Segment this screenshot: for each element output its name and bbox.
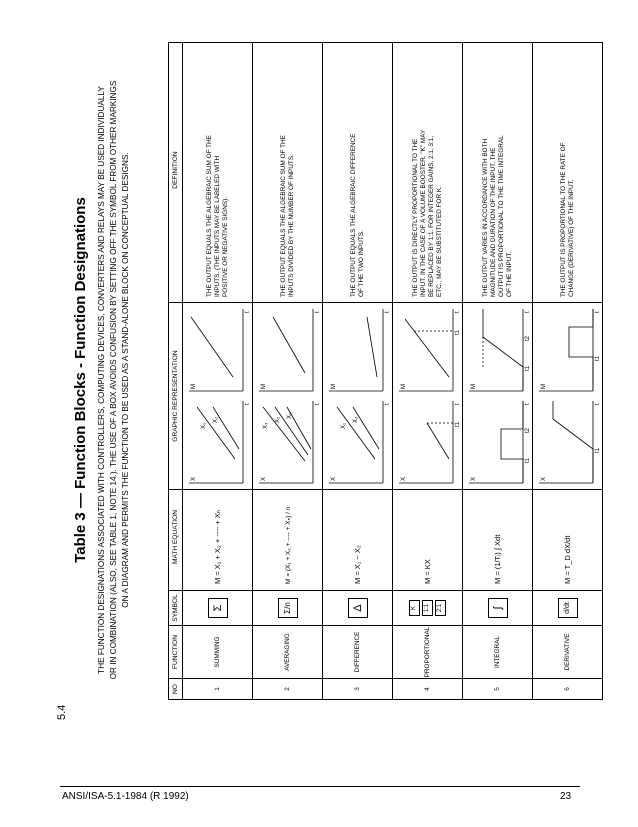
math-equation: M = KX: [423, 559, 432, 584]
derivative-symbol: d/dt: [558, 598, 578, 618]
graph-x2-label: X₂: [275, 416, 281, 423]
graph-t1-label: t1: [455, 329, 461, 335]
graph-derivative: [533, 303, 603, 490]
graph-x-label: X: [401, 476, 407, 481]
integral-symbol: ∫: [488, 598, 508, 618]
row-number: 1: [183, 679, 253, 700]
definition-text: THE OUTPUT EQUALS THE ALGEBRAIC DIFFERENCE OF THE TWO INPUTS.: [349, 133, 365, 297]
table-row: [253, 43, 323, 700]
graph-t1-label: t1: [595, 355, 601, 361]
graph-x2-label: X₂: [353, 416, 359, 423]
graph-m-label: M: [331, 384, 337, 389]
definition-text: THE OUTPUT VARIES IN ACCORDANCE WITH BOTH MAGNITUDE AND DURATION OF THE INPUT. THE OUTPUT IS PROPORTIONAL TO THE TIME INTEGRAL OF THE INPUT.: [481, 135, 513, 297]
function-name: PROPORTIONAL: [393, 626, 463, 679]
col-header-no: NO: [169, 679, 183, 700]
graph-m-label: M: [261, 384, 267, 389]
averaging-symbol: Σ/n: [278, 598, 298, 618]
graph-t-label: t: [245, 403, 251, 405]
graph-m-label: M: [401, 384, 407, 389]
graph-t-label: t: [455, 311, 461, 313]
row-number: 5: [463, 679, 533, 700]
graph-m-label: M: [471, 384, 477, 389]
function-name: DIFFERENCE: [323, 626, 393, 679]
proportional-symbol-2-1: 2:1: [435, 600, 446, 616]
graph-t2-label: t2: [525, 335, 531, 341]
col-header-graphic: GRAPHIC REPRESENTATION: [169, 303, 183, 490]
definition-text: THE OUTPUT EQUALS THE ALGEBRAIC SUM OF THE INPUTS DIVIDED BY THE NUMBER OF INPUTS.: [279, 135, 295, 297]
graph-m-label: M: [191, 384, 197, 389]
table-row: [463, 43, 533, 700]
table-row: [323, 43, 393, 700]
intro-paragraph: THE FUNCTION DESIGNATIONS ASSOCIATED WITH CONTROLLERS, COMPUTING DEVICES, CONVERTERS AND RELAYS MAY BE USED INDIVIDUALLY OR IN COMBINATION (ALSO, SEE TABLE 1, NOTE 14.). THE USE OF A BOX AVOIDS CONFUSION BY SETTING OFF THE SYMBOL FROM OTHER MARKINGS ON A DIAGRAM AND PERMITS THE FUNCTION TO BE USED AS A STAND-ALONE BLOCK ON CONCEPTUAL DESIGNS.: [97, 80, 130, 680]
function-name: DERIVATIVE: [533, 626, 603, 679]
graph-t2-label: t2: [525, 427, 531, 433]
graph-t-label: t: [525, 403, 531, 405]
graph-averaging: [253, 303, 323, 490]
table-row: [533, 43, 603, 700]
proportional-symbol-1-1: 1:1: [422, 600, 433, 616]
graph-m-label: M: [541, 384, 547, 389]
summing-symbol: Σ: [208, 598, 228, 618]
graph-t1-label: t1: [525, 457, 531, 463]
graph-x1-label: X₁: [341, 422, 347, 429]
graph-t1-label: t1: [525, 365, 531, 371]
col-header-math: MATH EQUATION: [169, 490, 183, 591]
row-number: 6: [533, 679, 603, 700]
graph-x1-label: X₁: [201, 422, 207, 429]
graph-x2-label: X₂: [213, 416, 219, 423]
math-equation: M = (1/Tᵢ) ∫ Xdt: [493, 534, 502, 584]
math-equation: M = X₁ − X₂: [353, 545, 362, 584]
function-name: AVERAGING: [253, 626, 323, 679]
graph-x-label: X: [471, 476, 477, 481]
col-header-definition: DEFINITION: [169, 43, 183, 303]
table-row: [183, 43, 253, 700]
proportional-symbol-k: K: [409, 600, 420, 616]
graph-t-label: t: [315, 403, 321, 405]
definition-text: THE OUTPUT IS DIRECTLY PROPORTIONAL TO THE INPUT. IN THE CASE OF A VOLUME BOOSTER, "K" MAY BE REPLACED BY 1:1. FOR INTEGER GAINS, 2:1, 3:1, ETC., MAY BE SUBSTITUTED FOR K.: [411, 129, 443, 297]
graph-x1-label: X₁: [287, 412, 293, 419]
function-name: INTEGRAL: [463, 626, 533, 679]
graph-t-label: t: [595, 311, 601, 313]
graph-t-label: t: [455, 403, 461, 405]
math-equation: M = T_D dX/dt: [563, 535, 572, 584]
col-header-function: FUNCTION: [169, 626, 183, 679]
graph-t-label: t: [315, 311, 321, 313]
rotated-table-page: [72, 60, 601, 700]
row-number: 2: [253, 679, 323, 700]
row-number: 3: [323, 679, 393, 700]
graph-summing: [183, 303, 253, 490]
graph-integral: [463, 303, 533, 490]
graph-t-label: t: [385, 311, 391, 313]
graph-t1-label: t1: [455, 421, 461, 427]
footer-page-number: 23: [560, 791, 572, 802]
graph-t1-label: t1: [595, 447, 601, 453]
col-header-symbol: SYMBOL: [169, 591, 183, 626]
footer-document-id: ANSI/ISA-5.1-1984 (R 1992): [62, 791, 189, 802]
definition-text: THE OUTPUT IS PROPORTIONAL TO THE RATE OF CHANGE (DERIVATIVE) OF THE INPUT.: [559, 142, 575, 297]
function-table: [168, 60, 601, 700]
graph-t-label: t: [595, 403, 601, 405]
footer-divider: [60, 786, 580, 787]
graph-t-label: t: [385, 403, 391, 405]
math-equation: M = (X₁ + X₂ + ---- + Xₙ) / n: [284, 506, 292, 584]
graph-x-label: X: [191, 476, 197, 481]
graph-x-label: X: [261, 476, 267, 481]
row-number: 4: [393, 679, 463, 700]
math-equation: M = X₁ + X₂ + ---- + Xₙ: [213, 510, 222, 584]
graph-difference: [323, 303, 393, 490]
table-row: [393, 43, 463, 700]
section-number: 5.4: [56, 704, 68, 720]
graph-t-label: t: [245, 311, 251, 313]
graph-x-label: X: [331, 476, 337, 481]
graph-x-label: X: [541, 476, 547, 481]
function-name: SUMMING: [183, 626, 253, 679]
graph-proportional: [393, 303, 463, 490]
table-header-row: [169, 43, 183, 700]
difference-symbol: Δ: [348, 598, 368, 618]
definition-text: THE OUTPUT EQUALS THE ALGEBRAIC SUM OF THE INPUTS. (THE INPUTS MAY BE LABELED WITH POSITIVE OR NEGATIVE SIGNS).: [205, 135, 229, 297]
table-title: Table 3 — Function Blocks - Function Designations: [72, 197, 89, 563]
graph-x3-label: X₃: [263, 422, 269, 429]
graph-t-label: t: [525, 311, 531, 313]
